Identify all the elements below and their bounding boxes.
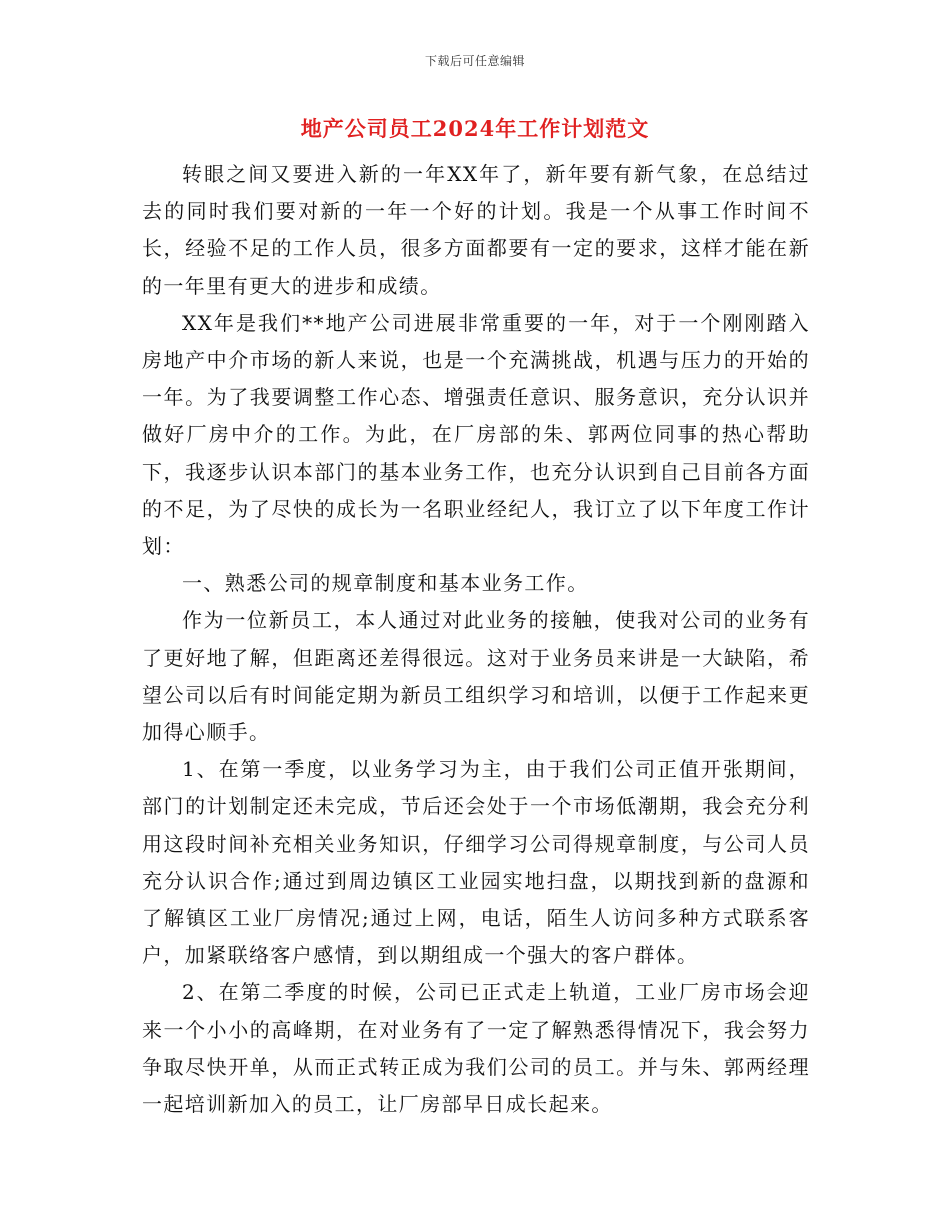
paragraph-intro: 转眼之间又要进入新的一年XX年了，新年要有新气象，在总结过去的同时我们要对新的一年一个好的计划。我是一个从事工作时间不长，经验不足的工作人员，很多方面都要有一定的要求，这样才能在新的一年里有更大的进步和成绩。	[142, 162, 810, 298]
paragraph-background: XX年是我们**地产公司进展非常重要的一年，对于一个刚刚踏入房地产中介市场的新人来说，也是一个充满挑战，机遇与压力的开始的一年。为了我要调整工作心态、增强责任意识、服务意识，充分认识并做好厂房中介的工作。为此，在厂房部的朱、郭两位同事的热心帮助下，我逐步认识本部门的基本业务工作，也充分认识到自己目前各方面的不足，为了尽快的成长为一名职业经纪人，我订立了以下年度工作计划：	[142, 310, 810, 559]
document-body	[142, 156, 810, 1123]
paragraph-q2-plan: 2、在第二季度的时候，公司已正式走上轨道，工业厂房市场会迎来一个小小的高峰期，在对业务有了一定了解熟悉得情况下，我会努力争取尽快开单，从而正式转正成为我们公司的员工。并与朱、郭两经理一起培训新加入的员工，让厂房部早日成长起来。	[142, 980, 810, 1117]
document-title: 地产公司员工2024年工作计划范文	[300, 116, 650, 141]
section-heading-1: 一、熟悉公司的规章制度和基本业务工作。	[182, 571, 589, 596]
page-header: 下载后可任意编辑	[424, 54, 525, 68]
paragraph-q1-plan: 1、在第一季度，以业务学习为主，由于我们公司正值开张期间，部门的计划制定还未完成，节后还会处于一个市场低潮期，我会充分利用这段时间补充相关业务知识，仔细学习公司得规章制度，与公司人员充分认识合作;通过到周边镇区工业园实地扫盘，以期找到新的盘源和了解镇区工业厂房情况;通过上网，电话，陌生人访问多种方式联系客户，加紧联络客户感情，到以期组成一个强大的客户群体。	[142, 757, 810, 968]
paragraph-new-employee: 作为一位新员工，本人通过对此业务的接触，使我对公司的业务有了更好地了解，但距离还差得很远。这对于业务员来讲是一大缺陷，希望公司以后有时间能定期为新员工组织学习和培训，以便于工作起来更加得心顺手。	[142, 608, 810, 745]
